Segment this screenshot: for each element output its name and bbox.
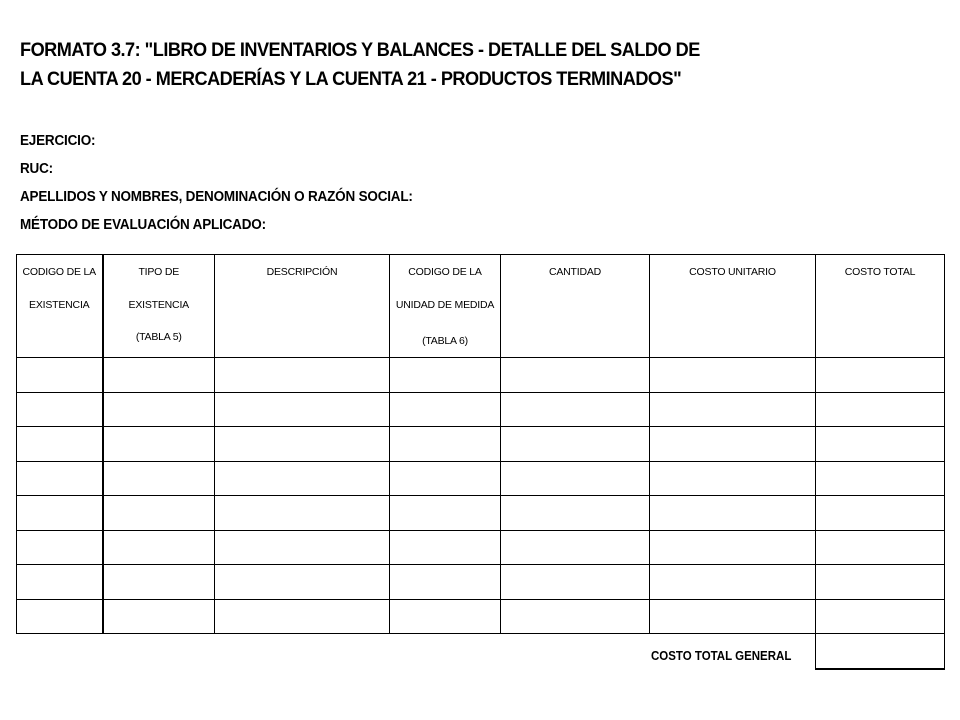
header-text: COSTO TOTAL (844, 266, 916, 278)
field-ejercicio: EJERCICIO: (20, 133, 96, 149)
table-cell[interactable] (390, 392, 501, 427)
header-text: EXISTENCIA (29, 299, 90, 311)
table-cell[interactable] (390, 461, 501, 496)
header-descripcion (215, 255, 390, 358)
table-cell[interactable] (816, 565, 945, 600)
table-cell[interactable] (17, 461, 103, 496)
table-cell[interactable] (215, 565, 390, 600)
table-cell[interactable] (816, 461, 945, 496)
table-cell[interactable] (17, 565, 103, 600)
table-cell[interactable] (501, 565, 650, 600)
header-text: TIPO DE (138, 266, 180, 278)
table-cell[interactable] (215, 392, 390, 427)
table-cell[interactable] (103, 461, 215, 496)
table-cell[interactable] (215, 599, 390, 634)
table-cell[interactable] (17, 358, 103, 393)
table-header-row (17, 255, 945, 358)
table-row (17, 358, 945, 393)
table-cell[interactable] (816, 358, 945, 393)
table-cell[interactable] (17, 427, 103, 462)
table-cell[interactable] (501, 358, 650, 393)
table-cell[interactable] (215, 530, 390, 565)
table-cell[interactable] (816, 530, 945, 565)
document-title (20, 36, 857, 94)
header-cantidad (501, 255, 650, 358)
field-ruc: RUC: (20, 161, 53, 177)
table-row (17, 599, 945, 634)
table-cell[interactable] (501, 599, 650, 634)
table-cell[interactable] (390, 358, 501, 393)
table-cell[interactable] (650, 392, 816, 427)
table-cell[interactable] (103, 427, 215, 462)
header-text: COSTO UNITARIO (689, 266, 776, 278)
header-text: DESCRIPCIÓN (266, 266, 338, 278)
table-cell[interactable] (17, 392, 103, 427)
table-cell[interactable] (215, 358, 390, 393)
header-text: UNIDAD DE MEDIDA (395, 299, 495, 311)
table-cell[interactable] (650, 530, 816, 565)
table-cell[interactable] (501, 427, 650, 462)
table-cell[interactable] (390, 427, 501, 462)
table-cell[interactable] (501, 392, 650, 427)
table-cell[interactable] (816, 496, 945, 531)
table-row (17, 392, 945, 427)
table-cell[interactable] (390, 565, 501, 600)
header-tipo-existencia (103, 255, 215, 358)
table-cell[interactable] (816, 427, 945, 462)
table-cell[interactable] (390, 496, 501, 531)
inventory-table (16, 254, 945, 634)
table-cell[interactable] (390, 530, 501, 565)
header-text: (TABLA 6) (422, 335, 468, 347)
table-row (17, 496, 945, 531)
table-row (17, 461, 945, 496)
title-line-2: LA CUENTA 20 - MERCADERÍAS Y LA CUENTA 21 - PRODUCTOS TERMINADOS" (20, 68, 682, 90)
table-cell[interactable] (17, 496, 103, 531)
table-cell[interactable] (17, 599, 103, 634)
header-text: CANTIDAD (548, 266, 602, 278)
header-codigo-unidad (390, 255, 501, 358)
total-general-label: COSTO TOTAL GENERAL (651, 649, 792, 663)
table-cell[interactable] (103, 599, 215, 634)
header-fields (20, 127, 578, 239)
table-cell[interactable] (650, 427, 816, 462)
table-cell[interactable] (650, 358, 816, 393)
table-row (17, 565, 945, 600)
header-costo-total (816, 255, 945, 358)
table-cell[interactable] (650, 599, 816, 634)
table-cell[interactable] (501, 496, 650, 531)
table-cell[interactable] (103, 565, 215, 600)
table-cell[interactable] (17, 530, 103, 565)
table-cell[interactable] (215, 427, 390, 462)
table-cell[interactable] (816, 599, 945, 634)
table-cell[interactable] (103, 358, 215, 393)
total-general-cell[interactable] (815, 634, 945, 670)
header-text: CODIGO DE LA (22, 266, 96, 278)
table-row (17, 427, 945, 462)
table-cell[interactable] (215, 496, 390, 531)
header-costo-unitario (650, 255, 816, 358)
table-cell[interactable] (650, 496, 816, 531)
table-cell[interactable] (501, 530, 650, 565)
table-cell[interactable] (103, 496, 215, 531)
table-cell[interactable] (816, 392, 945, 427)
header-text: (TABLA 5) (135, 331, 182, 343)
table-cell[interactable] (390, 599, 501, 634)
header-codigo-existencia (17, 255, 103, 358)
table-row (17, 530, 945, 565)
field-metodo: MÉTODO DE EVALUACIÓN APLICADO: (20, 217, 266, 233)
title-line-1: FORMATO 3.7: "LIBRO DE INVENTARIOS Y BALANCES - DETALLE DEL SALDO DE (20, 39, 700, 61)
table-cell[interactable] (650, 461, 816, 496)
field-razon-social: APELLIDOS Y NOMBRES, DENOMINACIÓN O RAZÓN SOCIAL: (20, 189, 413, 205)
table-cell[interactable] (103, 392, 215, 427)
header-text: CODIGO DE LA (408, 266, 482, 278)
header-text: EXISTENCIA (128, 299, 189, 311)
table-cell[interactable] (501, 461, 650, 496)
table-cell[interactable] (650, 565, 816, 600)
table-cell[interactable] (215, 461, 390, 496)
table-cell[interactable] (103, 530, 215, 565)
